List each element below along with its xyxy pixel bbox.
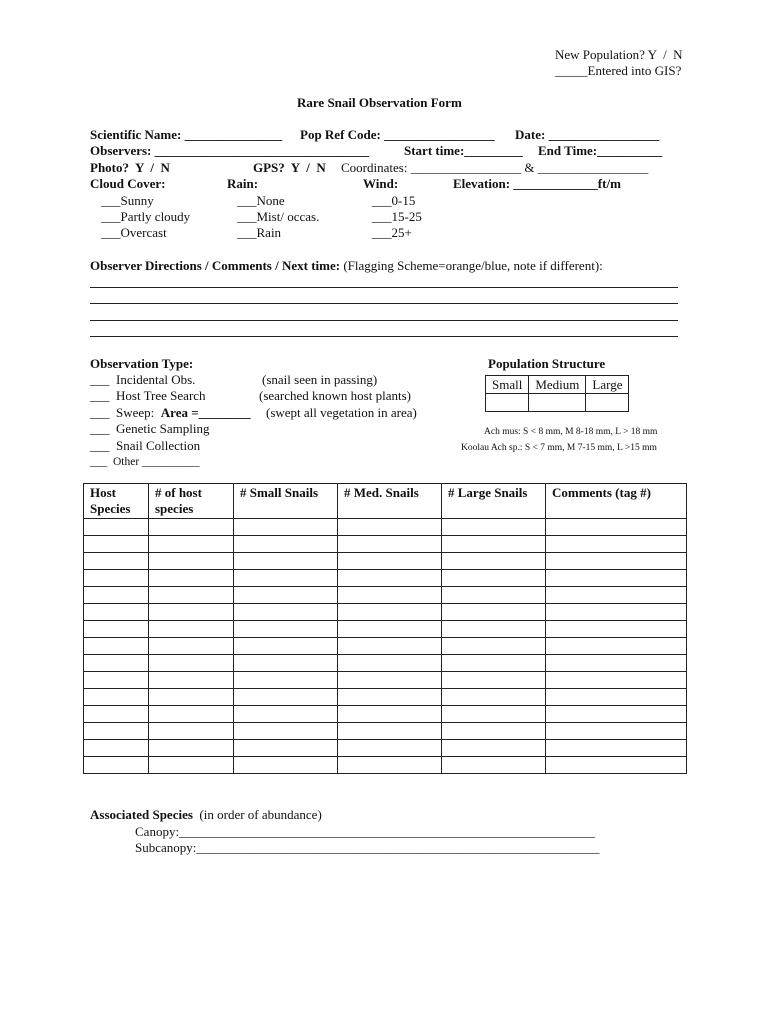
scientific-name-field[interactable]: Scientific Name: _______________ (90, 127, 283, 142)
observer-directions-heading (90, 258, 603, 274)
table-row (84, 740, 687, 757)
sweep-note: (swept all vegetation in area) (266, 405, 417, 420)
table-cell[interactable] (338, 689, 442, 706)
host-search-note: (searched known host plants) (259, 388, 411, 403)
table-cell[interactable] (149, 740, 234, 757)
table-cell[interactable] (149, 706, 234, 723)
table-cell[interactable] (234, 570, 338, 587)
comment-line[interactable] (90, 320, 678, 321)
table-cell[interactable] (546, 587, 687, 604)
end-time-field[interactable]: End Time:__________ (538, 143, 663, 158)
table-cell[interactable] (338, 706, 442, 723)
col-header-host-species: Host Species (84, 484, 149, 519)
table-cell[interactable] (234, 723, 338, 740)
obs-type-host-tree-search[interactable]: ___ Host Tree Search (90, 388, 206, 403)
obs-type-sweep[interactable] (90, 405, 251, 421)
size-medium-header: Medium (529, 376, 586, 394)
cloud-option-overcast[interactable]: ___Overcast (101, 225, 167, 240)
table-cell[interactable] (546, 689, 687, 706)
table-cell[interactable] (234, 621, 338, 638)
table-row (84, 672, 687, 689)
table-cell[interactable] (84, 638, 149, 655)
observation-type-label: Observation Type: (90, 356, 194, 371)
population-structure-table (485, 375, 629, 412)
comment-line[interactable] (90, 287, 678, 288)
table-cell[interactable] (234, 638, 338, 655)
table-cell[interactable] (338, 757, 442, 774)
obs-type-snail-collection[interactable]: ___ Snail Collection (90, 438, 201, 453)
table-row (84, 723, 687, 740)
table-row (84, 689, 687, 706)
table-cell[interactable] (149, 519, 234, 536)
table-cell[interactable] (442, 570, 546, 587)
wind-option-25-plus[interactable]: ___25+ (372, 225, 412, 240)
col-header-comments: Comments (tag #) (546, 484, 687, 519)
table-cell[interactable] (442, 621, 546, 638)
table-cell[interactable] (442, 536, 546, 553)
table-row (84, 536, 687, 553)
koolau-size-key: Koolau Ach sp.: S < 7 mm, M 7-15 mm, L >15 mm (461, 443, 657, 453)
table-row (84, 604, 687, 621)
table-cell[interactable] (442, 638, 546, 655)
table-cell[interactable] (84, 621, 149, 638)
table-cell[interactable] (442, 604, 546, 621)
table-cell[interactable] (546, 536, 687, 553)
table-row (84, 621, 687, 638)
wind-label: Wind: (363, 176, 399, 191)
table-row (84, 587, 687, 604)
table-cell[interactable] (546, 655, 687, 672)
rain-option-mist[interactable]: ___Mist/ occas. (237, 209, 320, 224)
table-cell[interactable] (84, 706, 149, 723)
table-cell[interactable] (442, 672, 546, 689)
rain-option-none[interactable]: ___None (237, 193, 285, 208)
table-cell[interactable] (442, 655, 546, 672)
sweep-prefix: ___ Sweep: (90, 405, 161, 420)
table-cell[interactable] (442, 587, 546, 604)
table-cell[interactable] (338, 740, 442, 757)
subcanopy-field[interactable]: Subcanopy:______________________________________________________________ (135, 840, 600, 855)
gps-field[interactable]: GPS? Y / N (253, 160, 326, 175)
ach-mus-size-key: Ach mus: S < 8 mm, M 8-18 mm, L > 18 mm (484, 427, 658, 437)
table-cell[interactable] (234, 655, 338, 672)
cloud-option-sunny[interactable]: ___Sunny (101, 193, 154, 208)
col-header-small-snails: # Small Snails (234, 484, 338, 519)
table-cell[interactable] (442, 706, 546, 723)
table-cell[interactable] (442, 689, 546, 706)
table-cell[interactable] (338, 621, 442, 638)
table-cell[interactable] (149, 536, 234, 553)
table-cell[interactable] (442, 519, 546, 536)
size-medium-cell[interactable] (529, 394, 586, 412)
table-cell[interactable] (149, 638, 234, 655)
size-small-header: Small (486, 376, 529, 394)
table-cell[interactable] (234, 604, 338, 621)
table-cell[interactable] (149, 553, 234, 570)
wind-option-15-25[interactable]: ___15-25 (372, 209, 422, 224)
table-cell[interactable] (546, 638, 687, 655)
size-large-cell[interactable] (586, 394, 629, 412)
table-cell[interactable] (338, 570, 442, 587)
table-cell[interactable] (234, 689, 338, 706)
photo-field[interactable]: Photo? Y / N (90, 160, 170, 175)
col-header-med-snails: # Med. Snails (338, 484, 442, 519)
table-cell[interactable] (149, 757, 234, 774)
table-cell[interactable] (234, 536, 338, 553)
table-row (84, 757, 687, 774)
table-cell[interactable] (84, 655, 149, 672)
elevation-field[interactable]: Elevation: _____________ft/m (453, 176, 621, 191)
comment-line[interactable] (90, 303, 678, 304)
date-field[interactable]: Date: _________________ (515, 127, 660, 142)
flagging-note: (Flagging Scheme=orange/blue, note if different): (340, 258, 603, 273)
table-row (84, 638, 687, 655)
table-cell[interactable] (84, 740, 149, 757)
sweep-area-field[interactable]: Area =________ (160, 405, 251, 420)
table-cell[interactable] (84, 587, 149, 604)
table-cell[interactable] (338, 553, 442, 570)
col-header-num-host-species: # of host species (149, 484, 234, 519)
table-cell[interactable] (84, 570, 149, 587)
table-cell[interactable] (149, 689, 234, 706)
col-header-large-snails: # Large Snails (442, 484, 546, 519)
table-cell[interactable] (234, 553, 338, 570)
obs-type-genetic-sampling[interactable]: ___ Genetic Sampling (90, 421, 210, 436)
size-small-cell[interactable] (486, 394, 529, 412)
table-cell[interactable] (546, 519, 687, 536)
table-cell[interactable] (338, 723, 442, 740)
table-cell[interactable] (338, 638, 442, 655)
table-cell[interactable] (234, 672, 338, 689)
table-cell[interactable] (338, 672, 442, 689)
table-cell[interactable] (234, 706, 338, 723)
table-cell[interactable] (234, 740, 338, 757)
incidental-note: (snail seen in passing) (262, 372, 378, 387)
pop-ref-code-field[interactable]: Pop Ref Code: _________________ (300, 127, 495, 142)
cloud-cover-label: Cloud Cover: (90, 176, 166, 191)
table-cell[interactable] (338, 519, 442, 536)
size-large-header: Large (586, 376, 629, 394)
form-title: Rare Snail Observation Form (297, 95, 462, 110)
table-row (84, 706, 687, 723)
table-cell[interactable] (338, 536, 442, 553)
table-row (84, 519, 687, 536)
table-cell[interactable] (338, 604, 442, 621)
table-cell[interactable] (84, 689, 149, 706)
table-cell[interactable] (546, 672, 687, 689)
table-cell[interactable] (84, 672, 149, 689)
associated-species-heading (90, 807, 322, 823)
table-row (84, 570, 687, 587)
cloud-option-partly-cloudy[interactable]: ___Partly cloudy (101, 209, 191, 224)
table-cell[interactable] (149, 655, 234, 672)
rain-label: Rain: (227, 176, 259, 191)
table-row (84, 655, 687, 672)
table-cell[interactable] (84, 536, 149, 553)
table-cell[interactable] (546, 757, 687, 774)
table-cell[interactable] (234, 757, 338, 774)
table-cell[interactable] (149, 587, 234, 604)
snail-data-table (83, 483, 687, 774)
table-cell[interactable] (338, 655, 442, 672)
table-cell[interactable] (442, 740, 546, 757)
table-cell[interactable] (149, 723, 234, 740)
abundance-note: (in order of abundance) (192, 807, 322, 822)
entered-gis-field[interactable]: _____Entered into GIS? (555, 63, 682, 78)
table-cell[interactable] (546, 706, 687, 723)
comment-line[interactable] (90, 336, 678, 337)
start-time-field[interactable]: Start time:_________ (404, 143, 523, 158)
table-cell[interactable] (84, 519, 149, 536)
obs-type-other[interactable]: ___ Other __________ (90, 456, 200, 468)
table-cell[interactable] (546, 621, 687, 638)
table-cell[interactable] (84, 723, 149, 740)
table-cell[interactable] (149, 621, 234, 638)
table-cell[interactable] (149, 570, 234, 587)
table-cell[interactable] (234, 587, 338, 604)
observer-directions-label: Observer Directions / Comments / Next time: (90, 258, 341, 273)
table-cell[interactable] (84, 553, 149, 570)
table-cell[interactable] (546, 553, 687, 570)
table-row (84, 553, 687, 570)
rain-option-rain[interactable]: ___Rain (237, 225, 282, 240)
table-cell[interactable] (84, 757, 149, 774)
table-cell[interactable] (442, 757, 546, 774)
canopy-field[interactable]: Canopy:________________________________________________________________ (135, 824, 596, 839)
observers-field[interactable]: Observers: _________________________________ (90, 143, 370, 158)
table-cell[interactable] (149, 604, 234, 621)
table-cell[interactable] (234, 519, 338, 536)
obs-type-incidental[interactable]: ___ Incidental Obs. (90, 372, 196, 387)
table-cell[interactable] (546, 604, 687, 621)
associated-species-label: Associated Species (90, 807, 193, 822)
table-cell[interactable] (546, 723, 687, 740)
table-cell[interactable] (546, 570, 687, 587)
table-cell[interactable] (442, 553, 546, 570)
table-cell[interactable] (338, 587, 442, 604)
wind-option-0-15[interactable]: ___0-15 (372, 193, 416, 208)
table-cell[interactable] (442, 723, 546, 740)
table-cell[interactable] (149, 672, 234, 689)
population-structure-label: Population Structure (488, 356, 606, 371)
new-population-field[interactable]: New Population? Y / N (555, 47, 683, 62)
table-cell[interactable] (84, 604, 149, 621)
table-cell[interactable] (546, 740, 687, 757)
coordinates-field[interactable]: Coordinates: _________________ & _________________ (341, 160, 649, 175)
